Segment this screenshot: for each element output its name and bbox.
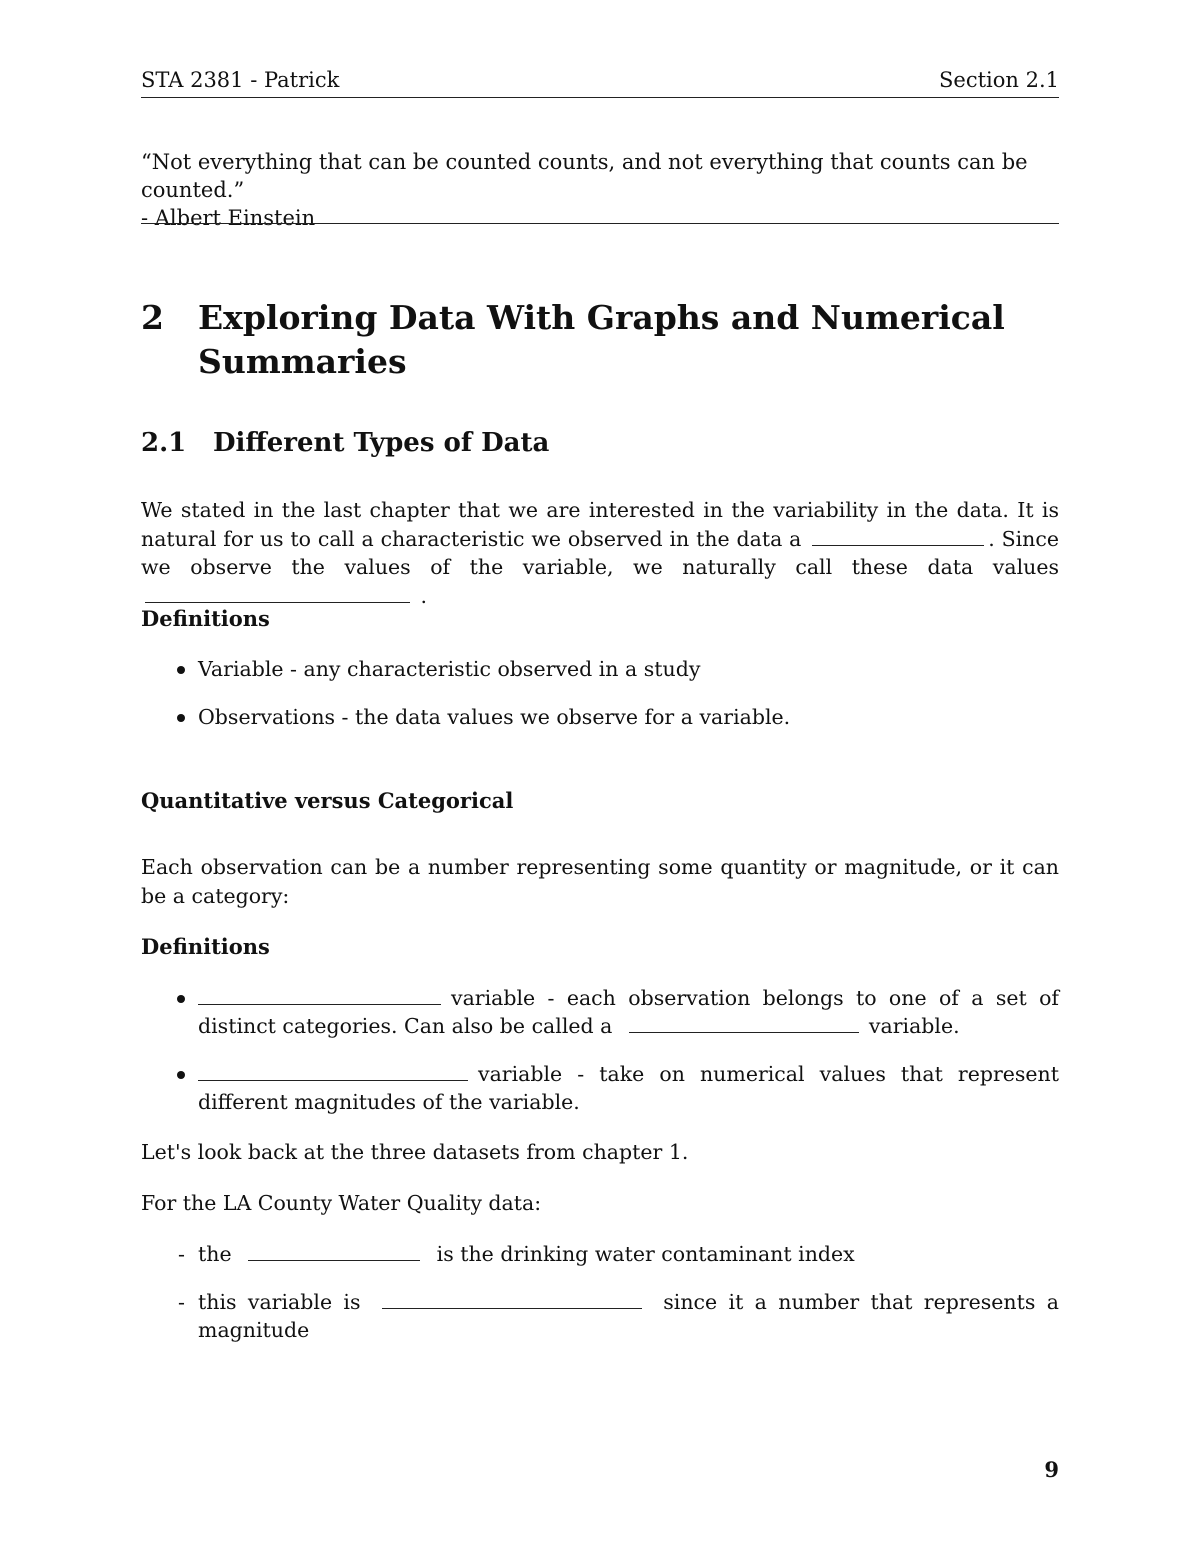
la-item1-prefix: the (198, 1242, 232, 1266)
look-back-paragraph (141, 1138, 1059, 1167)
la-item2-suffix: since it a number that represents a magnitude (198, 1290, 1059, 1342)
list-item (141, 703, 1059, 731)
definitions-list-2 (141, 984, 1059, 1116)
page-number: 9 (1044, 1457, 1059, 1482)
intro-paragraph (141, 496, 1059, 610)
categorical-definition: variable - each observation belongs to one of a set of distinct categories. Can also be called a (198, 986, 1059, 1038)
definitions-heading-2: Definitions (141, 934, 270, 959)
fill-in-blank[interactable] (248, 1242, 420, 1261)
epigraph-divider (141, 223, 1059, 224)
chapter-number: 2 (141, 298, 164, 337)
quote-text: “Not everything that can be counted counts, and not everything that counts can be counted.” (141, 150, 1028, 202)
section-title: Different Types of Data (213, 428, 550, 458)
list-item (141, 984, 1059, 1040)
quantitative-definition: variable - take on numerical values that represent different magnitudes of the variable. (198, 1062, 1059, 1114)
dash-marker: - (178, 1290, 185, 1314)
definitions-heading: Definitions (141, 606, 270, 631)
list-item (141, 1060, 1059, 1116)
header-course: STA 2381 - Patrick (141, 68, 340, 92)
fill-in-blank[interactable] (629, 1014, 859, 1033)
quant-cat-text: Each observation can be a number representing some quantity or magnitude, or it can be a category: (141, 855, 1059, 908)
section-number: 2.1 (141, 428, 187, 458)
la-county-intro (141, 1189, 1059, 1218)
la-county-intro-text: For the LA County Water Quality data: (141, 1191, 542, 1215)
list-item (141, 1288, 1059, 1344)
list-item (141, 1240, 1059, 1268)
bullet-icon (177, 1071, 185, 1079)
fill-in-blank[interactable] (812, 527, 984, 546)
fill-in-blank[interactable] (198, 1062, 468, 1081)
quote-author: - Albert Einstein (141, 206, 316, 230)
list-item (141, 655, 1059, 683)
chapter-title: Exploring Data With Graphs and Numerical Summaries (198, 298, 1005, 381)
definition-observations: Observations - the data values we observe for a variable. (198, 705, 791, 729)
fill-in-blank[interactable] (382, 1290, 642, 1309)
intro-text-3: . (420, 583, 428, 608)
la-item1-suffix: is the drinking water contaminant index (436, 1242, 855, 1266)
epigraph (141, 148, 1059, 232)
intro-text-1: We stated in the last chapter that we are interested in the variability in the data. It is natural for us to call a characteristic we observed in the data a (141, 498, 1059, 551)
bullet-icon (177, 714, 185, 722)
fill-in-blank[interactable] (145, 584, 410, 603)
bullet-icon (177, 666, 185, 674)
categorical-definition-end: variable. (868, 1014, 960, 1038)
header-section: Section 2.1 (939, 68, 1059, 92)
definition-variable: Variable - any characteristic observed in a study (198, 657, 701, 681)
la-county-list (141, 1240, 1059, 1344)
intro-text-2: . Since we observe the values of the variable, we naturally call these data values (141, 526, 1059, 579)
bullet-icon (177, 995, 185, 1003)
quant-cat-heading: Quantitative versus Categorical (141, 788, 514, 813)
look-back-text: Let's look back at the three datasets from chapter 1. (141, 1140, 689, 1164)
dash-marker: - (178, 1242, 185, 1266)
la-item2-prefix: this variable is (198, 1290, 361, 1314)
fill-in-blank[interactable] (198, 986, 441, 1005)
definitions-list (141, 655, 1059, 731)
running-header (141, 66, 1059, 98)
quant-cat-paragraph (141, 853, 1059, 910)
